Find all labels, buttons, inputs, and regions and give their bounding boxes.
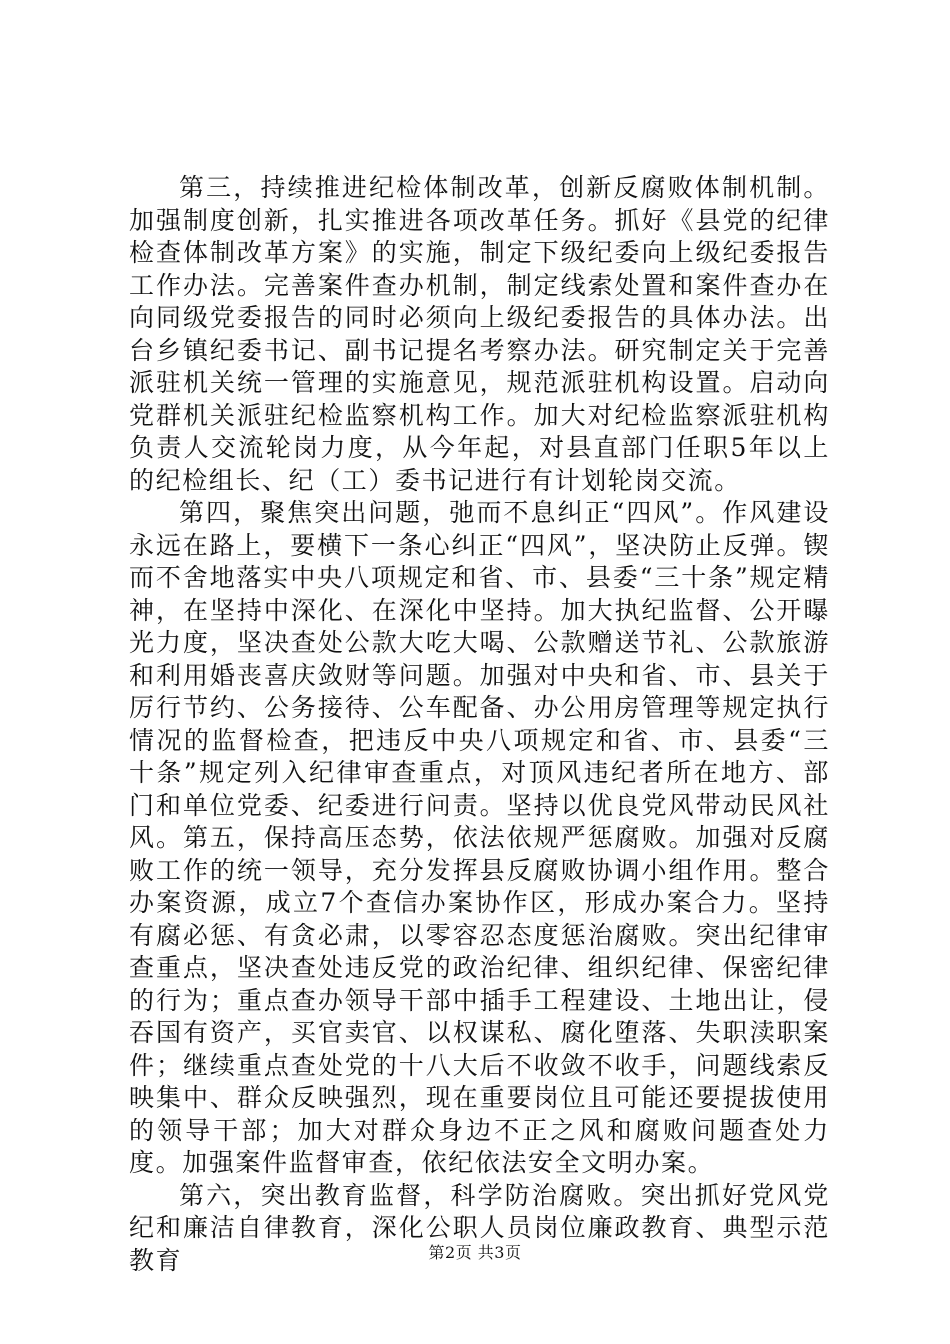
paragraph-6: 第六，突出教育监督，科学防治腐败。突出抓好党风党纪和廉洁自律教育，深化公职人员岗位廉政教育、典型示范教育 (129, 1180, 830, 1275)
document-body (129, 172, 830, 1277)
page-number-footer: 第2页 共3页 (428, 1243, 522, 1262)
paragraph-3: 第三，持续推进纪检体制改革，创新反腐败体制机制。加强制度创新，扎实推进各项改革任务。抓好《县党的纪律检查体制改革方案》的实施，制定下级纪委向上级纪委报告工作办法。完善案件查办机制，制定线索处置和案件查办在向同级党委报告的同时必须向上级纪委报告的具体办法。出台乡镇纪委书记、副书记提名考察办法。研究制定关于完善派驻机关统一管理的实施意见，规范派驻机构设置。启动向党群机关派驻纪检监察机构工作。加大对纪检监察派驻机构负责人交流轮岗力度，从今年起，对县直部门任职5年以上的纪检组长、纪（工）委书记进行有计划轮岗交流。 (129, 173, 830, 495)
paragraph-4-5: 第四，聚焦突出问题，弛而不息纠正“四风”。作风建设永远在路上，要横下一条心纠正“四风”，坚决防止反弹。锲而不舍地落实中央八项规定和省、市、县委“三十条”规定精神，在坚持中深化、在深化中坚持。加大执纪监督、公开曝光力度，坚决查处公款大吃大喝、公款赠送节礼、公款旅游和利用婚丧喜庆敛财等问题。加强对中央和省、市、县关于厉行节约、公务接待、公车配备、办公用房管理等规定执行情况的监督检查，把违反中央八项规定和省、市、县委“三十条”规定列入纪律审查重点，对顶风违纪者所在地方、部门和单位党委、纪委进行问责。坚持以优良党风带动民风社风。第五，保持高压态势，依法依规严惩腐败。加强对反腐败工作的统一领导，充分发挥县反腐败协调小组作用。整合办案资源，成立7个查信办案协作区，形成办案合力。坚持有腐必惩、有贪必肃，以零容忍态度惩治腐败。突出纪律审查重点，坚决查处违反党的政治纪律、组织纪律、保密纪律的行为；重点查办领导干部中插手工程建设、土地出让，侵吞国有资产，买官卖官、以权谋私、腐化堕落、失职渎职案件；继续重点查处党的十八大后不收敛不收手，问题线索反映集中、群众反映强烈，现在重要岗位且可能还要提拔使用的领导干部；加大对群众身边不正之风和腐败问题查处力度。加强案件监督审查，依纪依法安全文明办案。 (129, 498, 830, 1177)
